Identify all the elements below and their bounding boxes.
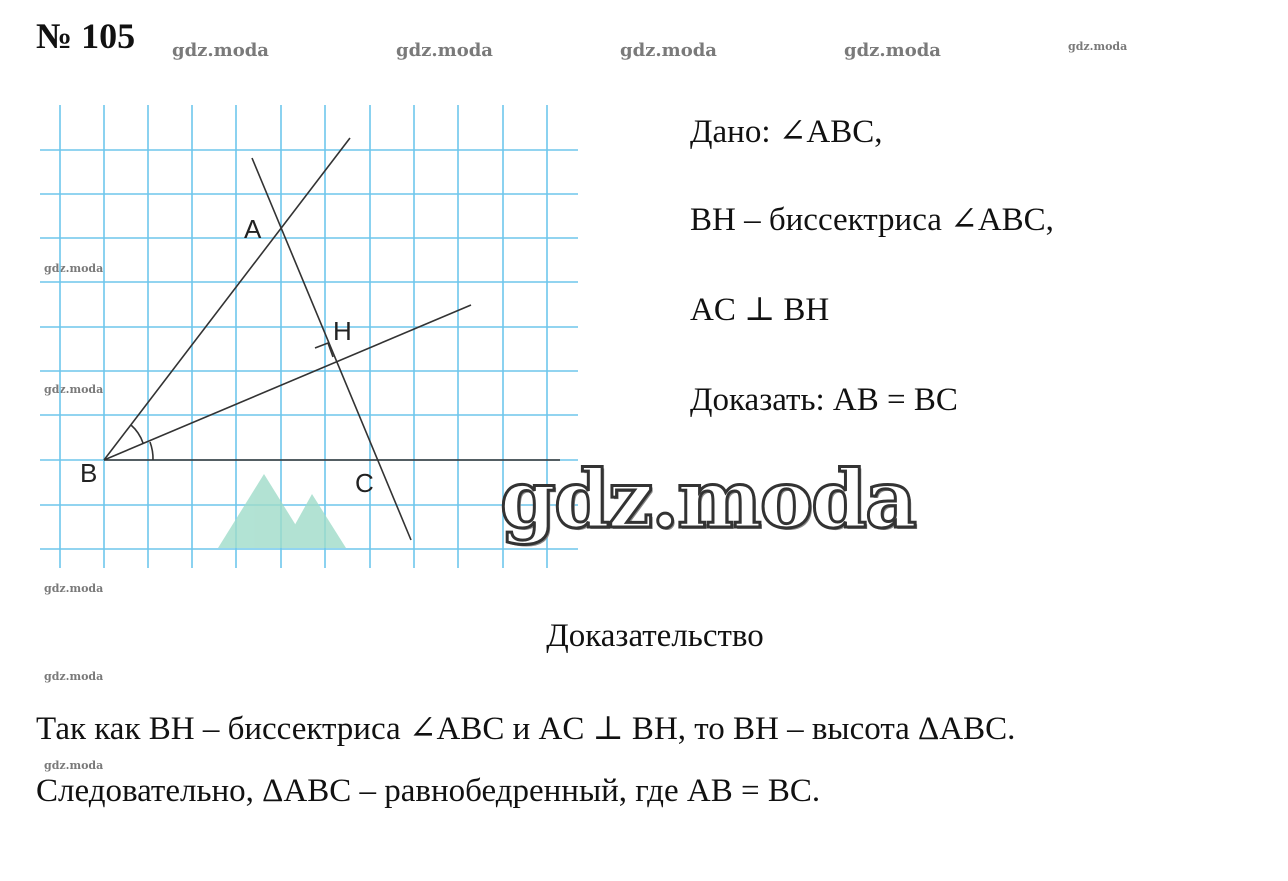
watermark-left-5: gdz.moda: [44, 759, 104, 772]
watermark-left-1: gdz.moda: [44, 262, 104, 275]
to-prove: Доказать: AB = BC: [690, 382, 958, 418]
given-bisector: BH – биссектриса ∠ABC,: [690, 202, 1054, 238]
bisector-bh: [104, 305, 471, 460]
watermark-top-3: gdz.moda: [620, 40, 717, 61]
label-b: B: [80, 458, 98, 488]
watermark-left-4: gdz.moda: [44, 670, 104, 683]
watermark-left-3: gdz.moda: [44, 582, 104, 595]
figure-labels: [80, 214, 374, 498]
watermark-top-1: gdz.moda: [172, 40, 269, 61]
logo-mountains: [218, 474, 346, 548]
grid-lines: [40, 105, 578, 568]
angle-arc-2: [150, 442, 153, 460]
angle-arc-1: [131, 425, 143, 443]
watermark-left-2: gdz.moda: [44, 383, 104, 396]
proof-title: Доказательство: [546, 618, 764, 654]
proof-line-1: Так как BH – биссектриса ∠ABC и AC ⊥ BH, то BH – высота ΔABC.: [36, 711, 1016, 747]
watermark-top-5: gdz.moda: [1068, 40, 1128, 53]
label-h: H: [333, 316, 352, 346]
label-c: C: [355, 468, 374, 498]
given-angle: Дано: ∠ABC,: [690, 114, 883, 150]
line-ac: [252, 158, 411, 540]
given-perpendicular: AC ⊥ BH: [690, 292, 830, 328]
watermark-top-4: gdz.moda: [844, 40, 941, 61]
watermark-top-2: gdz.moda: [396, 40, 493, 61]
problem-number: № 105: [36, 16, 136, 56]
watermark-large: gdz.moda: [500, 452, 915, 546]
construction-lines: [104, 138, 560, 540]
ray-ba: [104, 138, 350, 460]
label-a: A: [244, 214, 262, 244]
proof-line-2: Следовательно, ΔABC – равнобедренный, где AB = BC.: [36, 773, 821, 809]
